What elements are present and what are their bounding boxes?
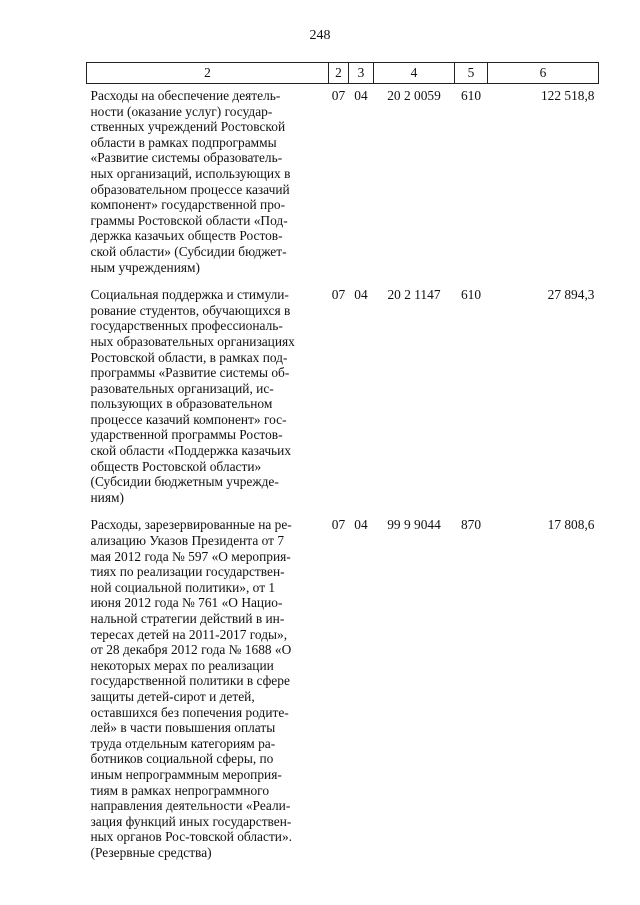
column-number-target-article: 4 xyxy=(374,63,455,84)
description-line: граммы Ростовской области «Под- xyxy=(90,212,288,228)
budget-table xyxy=(86,62,599,869)
row-target-article-code: 20 2 1147 xyxy=(387,287,441,303)
row-subsection-code: 04 xyxy=(354,517,368,533)
description-line: области в рамках подпрограммы xyxy=(90,134,277,150)
row-description xyxy=(87,513,329,868)
row-target-article-code: 20 2 0059 xyxy=(387,88,441,103)
column-number-amount: 6 xyxy=(488,63,599,84)
table-row xyxy=(87,513,599,868)
row-section-code: 07 xyxy=(331,517,346,533)
page-number: 248 xyxy=(309,28,331,43)
description-line: ской области» (Субсидии бюджет- xyxy=(90,243,287,259)
description-line: Социальная поддержка и стимули- xyxy=(90,287,289,303)
description-line: государственных профессиональ- xyxy=(90,318,283,334)
description-line: процессе казачий компонент» гос- xyxy=(90,411,287,427)
column-number-row xyxy=(87,63,599,84)
row-expense-type-code: 870 xyxy=(460,517,482,533)
description-line: направления деятельности «Реали- xyxy=(90,798,291,814)
description-line: ности (оказание услуг) государ- xyxy=(90,103,273,119)
description-line: тиям в рамках непрограммного xyxy=(90,782,270,798)
description-line: ниям) xyxy=(90,489,124,505)
description-line: ственных учреждений Ростовской xyxy=(90,119,286,135)
column-number-description: 2 xyxy=(87,63,329,84)
description-line: ализацию Указов Президента от 7 xyxy=(90,533,285,549)
description-line: ных образовательных организациях xyxy=(90,333,295,349)
description-line: июня 2012 года № 761 «О Нацио- xyxy=(90,595,283,611)
description-line: программы «Развитие системы об- xyxy=(90,365,290,381)
column-number-subsection: 3 xyxy=(349,63,374,84)
table-body xyxy=(87,84,599,869)
description-line: ударственной программы Ростов- xyxy=(90,427,283,443)
description-line: обществ Ростовской области» xyxy=(90,458,262,474)
description-line: зация функций иных государствен- xyxy=(90,813,292,829)
description-line: Расходы, зарезервированные на ре- xyxy=(90,517,292,533)
row-section-code: 07 xyxy=(331,287,346,303)
row-amount: 27 894,3 xyxy=(547,287,595,303)
description-line: лей» в части повышения оплаты xyxy=(90,720,276,736)
description-line: нальной стратегии действий в ин- xyxy=(90,611,285,626)
row-target-article-code: 99 9 9044 xyxy=(387,517,441,533)
column-number-section: 2 xyxy=(329,63,349,84)
row-subsection-code: 04 xyxy=(354,88,368,103)
description-line: тиях по реализации государствен- xyxy=(90,564,285,580)
description-line: образовательном процессе казачий xyxy=(90,181,290,197)
row-description xyxy=(87,283,329,513)
description-line: разовательных организаций, ис- xyxy=(90,380,274,396)
description-line: ботников социальной сферы, по xyxy=(90,751,274,767)
description-line: рование студентов, обучающихся в xyxy=(90,302,291,318)
description-line: мая 2012 года № 597 «О мероприя- xyxy=(90,548,291,564)
description-line: некоторых мерах по реализации xyxy=(90,657,274,673)
description-line: ной социальной политики», от 1 xyxy=(90,579,276,595)
description-line: труда отдельным категориям ра- xyxy=(90,735,276,751)
description-line: ской области «Поддержка казачьих xyxy=(90,443,292,459)
table-row xyxy=(87,84,599,284)
description-line: пользующих в образовательном xyxy=(90,396,273,412)
row-section-code: 07 xyxy=(331,88,346,103)
description-line: (Субсидии бюджетным учрежде- xyxy=(90,474,279,490)
description-line: защиты детей-сирот и детей, xyxy=(90,688,255,704)
description-line: (Резервные средства) xyxy=(90,844,212,860)
row-description xyxy=(87,84,329,284)
description-line: «Развитие системы образователь- xyxy=(90,150,283,166)
row-expense-type-code: 610 xyxy=(460,287,482,303)
description-line: государственной политики в сфере xyxy=(90,673,290,689)
description-line: держка казачьих обществ Ростов- xyxy=(90,228,283,244)
row-amount: 17 808,6 xyxy=(547,517,595,533)
description-line: Ростовской области, в рамках под- xyxy=(90,349,288,365)
description-line: ным учреждениям) xyxy=(90,259,200,275)
description-line: компонент» государственной про- xyxy=(90,197,286,213)
row-amount: 122 518,8 xyxy=(540,88,595,103)
column-number-expense-type: 5 xyxy=(455,63,488,84)
description-line: иным непрограммным мероприя- xyxy=(90,766,282,782)
description-line: ных организаций, использующих в xyxy=(90,165,291,181)
description-line: Расходы на обеспечение деятель- xyxy=(90,88,281,103)
table-row xyxy=(87,283,599,513)
row-expense-type-code: 610 xyxy=(460,88,482,103)
row-subsection-code: 04 xyxy=(354,287,368,303)
description-line: тересах детей на 2011-2017 годы», xyxy=(90,626,288,642)
description-line: оставшихся без попечения родите- xyxy=(90,704,289,720)
description-line: ных органов Рос-товской области». xyxy=(90,829,293,845)
description-line: от 28 декабря 2012 года № 1688 «О xyxy=(90,642,292,658)
